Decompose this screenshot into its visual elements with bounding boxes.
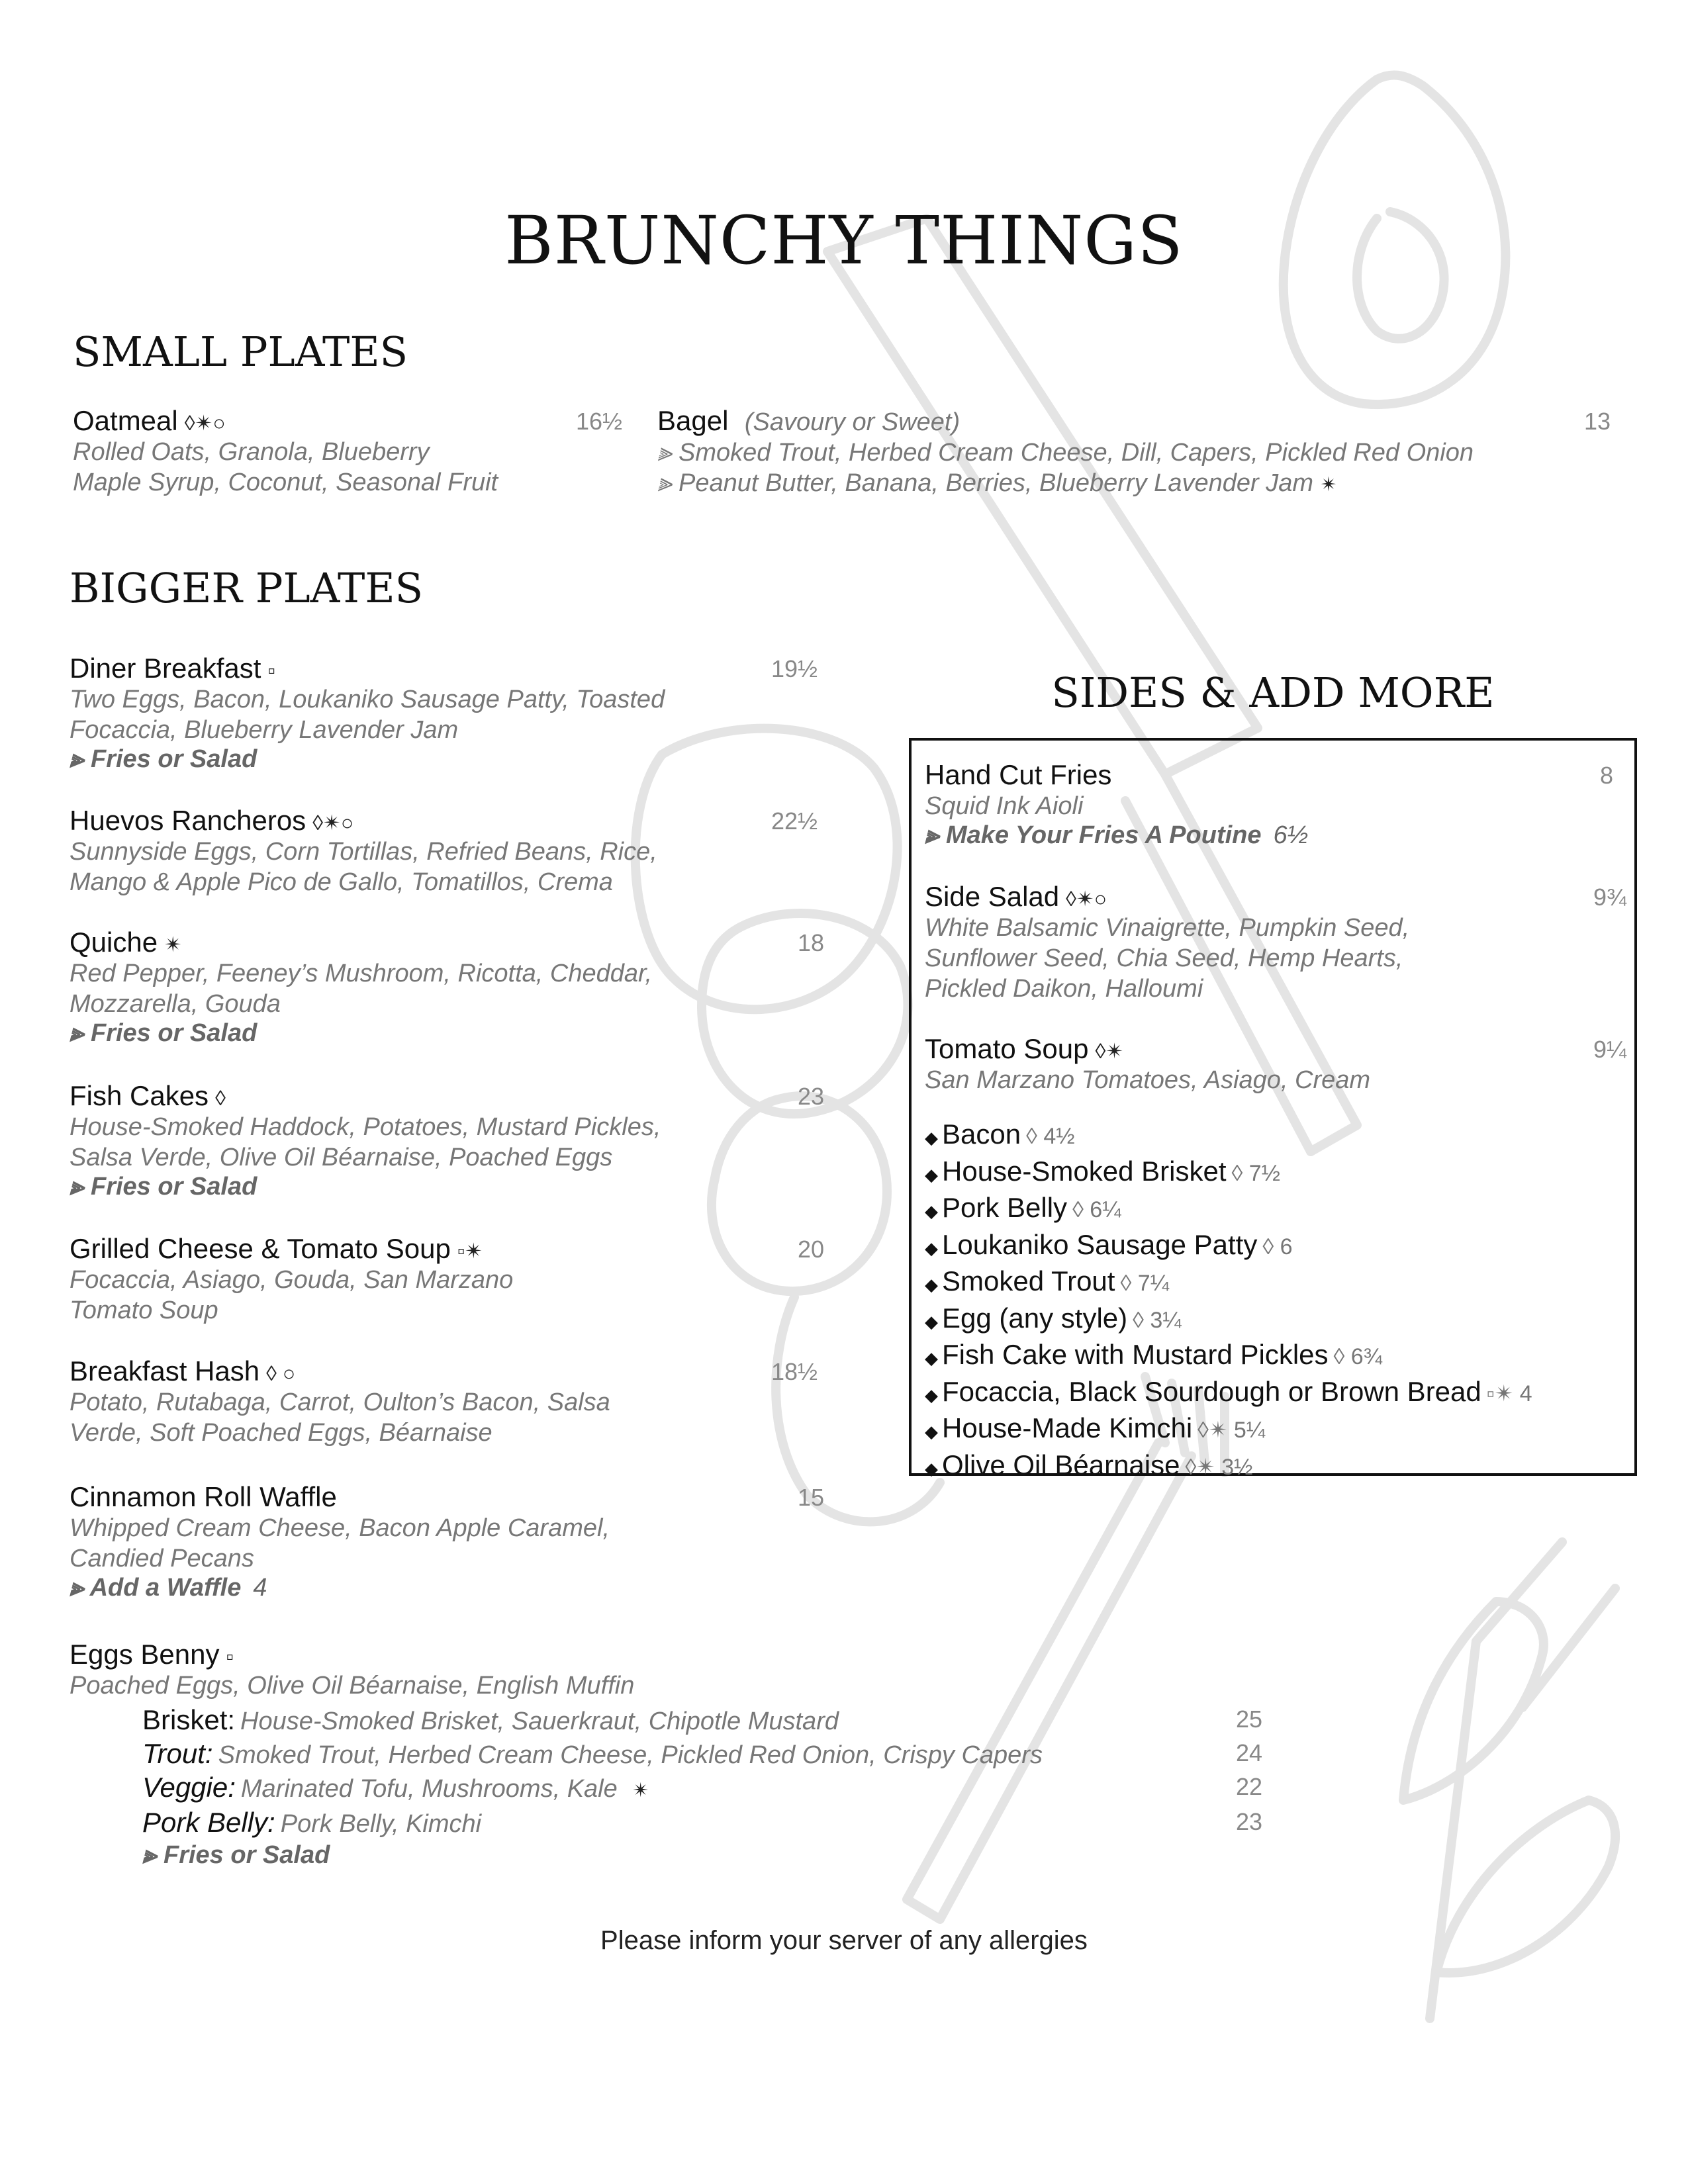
item-choice: ⫸ Add a Waffle bbox=[70, 1574, 242, 1602]
item-description: Poached Eggs, Olive Oil Béarnaise, English Muffin bbox=[70, 1672, 635, 1700]
item-description: Candied Pecans bbox=[70, 1545, 254, 1572]
item-description: San Marzano Tomatoes, Asiago, Cream bbox=[925, 1066, 1371, 1094]
addon-item bbox=[925, 1228, 1532, 1265]
item-price: 18 bbox=[798, 929, 825, 956]
menu-item-quiche bbox=[70, 927, 831, 1048]
menu-item-grilled-cheese bbox=[70, 1233, 831, 1326]
benny-variant-veggie bbox=[142, 1772, 1268, 1803]
item-name: Eggs Benny bbox=[70, 1639, 220, 1670]
item-choice: ⫸ Fries or Salad bbox=[70, 1173, 258, 1201]
addon-price: ▫✴ 4 bbox=[1486, 1381, 1532, 1406]
diamond-bullet-icon: ◆ bbox=[925, 1275, 938, 1295]
addon-name: Loukaniko Sausage Patty bbox=[942, 1228, 1258, 1260]
addon-price: ◊ 4½ bbox=[1026, 1124, 1075, 1149]
addon-item bbox=[925, 1155, 1532, 1192]
item-price: 19½ bbox=[771, 655, 818, 682]
item-name: Tomato Soup bbox=[925, 1033, 1089, 1064]
addon-price: ◊ 6¼ bbox=[1072, 1197, 1121, 1222]
diamond-bullet-icon: ◆ bbox=[925, 1128, 938, 1148]
item-name: Fish Cakes bbox=[70, 1080, 209, 1111]
section-heading-sides: SIDES & ADD MORE bbox=[1051, 668, 1495, 717]
addon-price: ◊ 3¼ bbox=[1133, 1307, 1182, 1333]
addon-item bbox=[925, 1118, 1532, 1155]
item-price: 16½ bbox=[576, 408, 623, 435]
variant-price: 22 bbox=[1236, 1773, 1263, 1800]
dietary-symbols: ◊✴○ bbox=[1066, 887, 1107, 911]
item-price: 20 bbox=[798, 1236, 825, 1263]
dietary-symbols: ✴ bbox=[632, 1780, 649, 1801]
menu-item-huevos-rancheros bbox=[70, 805, 831, 897]
variant-description: House-Smoked Brisket, Sauerkraut, Chipotle Mustard bbox=[240, 1707, 839, 1735]
variant-price: 24 bbox=[1236, 1739, 1263, 1766]
menu-item-eggs-benny bbox=[70, 1639, 864, 1701]
item-name: Breakfast Hash bbox=[70, 1355, 260, 1387]
addon-item bbox=[925, 1449, 1532, 1486]
item-name: Side Salad bbox=[925, 881, 1060, 912]
diamond-bullet-icon: ◆ bbox=[925, 1311, 938, 1332]
item-choice: ⫸ Fries or Salad bbox=[70, 745, 258, 773]
dietary-symbols: ◊✴○ bbox=[312, 811, 354, 835]
diamond-bullet-icon: ◆ bbox=[925, 1201, 938, 1221]
addon-price: ◊✴ 5¼ bbox=[1197, 1418, 1266, 1443]
addon-item bbox=[925, 1265, 1532, 1302]
diamond-bullet-icon: ◆ bbox=[925, 1348, 938, 1368]
addon-name: Smoked Trout bbox=[942, 1265, 1115, 1297]
addon-price: ◊ 7½ bbox=[1231, 1160, 1281, 1186]
addon-price: ◊ 6¾ bbox=[1333, 1344, 1383, 1369]
item-description: Two Eggs, Bacon, Loukaniko Sausage Patty, Toasted bbox=[70, 686, 665, 713]
side-item-side-salad bbox=[925, 881, 1626, 1004]
dietary-symbols: ◊ bbox=[215, 1086, 226, 1110]
item-description: Pickled Daikon, Halloumi bbox=[925, 975, 1203, 1003]
addon-item bbox=[925, 1412, 1532, 1449]
item-description: Sunnyside Eggs, Corn Tortillas, Refried Beans, Rice, bbox=[70, 838, 657, 866]
addon-price: ◊ 7¼ bbox=[1120, 1271, 1169, 1296]
benny-variant-pork-belly bbox=[142, 1807, 1268, 1839]
benny-variant-trout bbox=[142, 1738, 1268, 1770]
item-price: 9¼ bbox=[1593, 1036, 1626, 1063]
addon-name: Focaccia, Black Sourdough or Brown Bread bbox=[942, 1375, 1481, 1407]
addon-item bbox=[925, 1191, 1532, 1228]
item-price: 22½ bbox=[771, 807, 818, 835]
diamond-bullet-icon: ◆ bbox=[925, 1385, 938, 1405]
dietary-symbols: ◊✴○ bbox=[184, 411, 226, 435]
item-description: White Balsamic Vinaigrette, Pumpkin Seed, bbox=[925, 914, 1410, 942]
section-heading-bigger-plates: BIGGER PLATES bbox=[70, 564, 424, 612]
addon-price: ◊ 6 bbox=[1262, 1234, 1293, 1259]
menu-item-breakfast-hash bbox=[70, 1355, 831, 1448]
item-price: 8 bbox=[1599, 762, 1613, 789]
item-option: ⫸ Peanut Butter, Banana, Berries, Blueberry Lavender Jam bbox=[657, 469, 1313, 497]
item-price: 13 bbox=[1584, 408, 1611, 435]
menu-item-bagel bbox=[657, 405, 1611, 500]
variant-label: Veggie: bbox=[142, 1772, 236, 1803]
item-description: Mango & Apple Pico de Gallo, Tomatillos, Crema bbox=[70, 868, 613, 896]
item-description: Focaccia, Blueberry Lavender Jam bbox=[70, 716, 459, 744]
addon-name: Bacon bbox=[942, 1118, 1021, 1150]
addon-item bbox=[925, 1338, 1532, 1375]
menu-item-diner-breakfast bbox=[70, 653, 831, 774]
item-name: Diner Breakfast bbox=[70, 653, 261, 684]
addon-price: ◊✴ 3½ bbox=[1185, 1454, 1253, 1480]
addon-item bbox=[925, 1375, 1532, 1412]
item-name: Cinnamon Roll Waffle bbox=[70, 1481, 337, 1512]
dietary-symbols: ▫ bbox=[267, 659, 275, 682]
item-price: 15 bbox=[798, 1484, 825, 1511]
dietary-symbols: ✴ bbox=[1320, 474, 1337, 496]
item-description: Sunflower Seed, Chia Seed, Hemp Hearts, bbox=[925, 944, 1403, 972]
menu-item-fish-cakes bbox=[70, 1080, 831, 1201]
variant-label: Brisket: bbox=[142, 1704, 236, 1735]
item-description: Squid Ink Aioli bbox=[925, 792, 1084, 820]
item-description: Red Pepper, Feeney’s Mushroom, Ricotta, Cheddar, bbox=[70, 960, 653, 987]
addon-list bbox=[925, 1118, 1532, 1485]
variant-description: Marinated Tofu, Mushrooms, Kale bbox=[240, 1775, 618, 1803]
addon-name: Pork Belly bbox=[942, 1192, 1068, 1223]
item-description: Potato, Rutabaga, Carrot, Oulton’s Bacon, Salsa bbox=[70, 1388, 610, 1416]
addon-item bbox=[925, 1302, 1532, 1339]
addon-name: House-Smoked Brisket bbox=[942, 1155, 1227, 1187]
page-title: BRUNCHY THINGS bbox=[504, 202, 1184, 279]
side-item-tomato-soup bbox=[925, 1033, 1626, 1095]
side-item-hand-cut-fries bbox=[925, 759, 1613, 850]
item-name: Quiche bbox=[70, 927, 158, 958]
item-description: Tomato Soup bbox=[70, 1297, 218, 1324]
variant-description: Smoked Trout, Herbed Cream Cheese, Pickled Red Onion, Crispy Capers bbox=[218, 1741, 1043, 1769]
item-choice-price: 6½ bbox=[1273, 821, 1309, 849]
section-heading-small-plates: SMALL PLATES bbox=[73, 328, 408, 376]
dietary-symbols: ✴ bbox=[164, 933, 182, 956]
addon-name: Egg (any style) bbox=[942, 1302, 1128, 1334]
benny-choice: ⫸ Fries or Salad bbox=[142, 1841, 330, 1869]
variant-price: 23 bbox=[1236, 1808, 1263, 1835]
variant-label: Pork Belly: bbox=[142, 1807, 275, 1838]
item-choice: ⫸ Make Your Fries A Poutine bbox=[925, 821, 1262, 849]
benny-variant-brisket bbox=[142, 1704, 1268, 1736]
item-description: Focaccia, Asiago, Gouda, San Marzano bbox=[70, 1266, 514, 1294]
item-option: ⫸ Smoked Trout, Herbed Cream Cheese, Dill, Capers, Pickled Red Onion bbox=[657, 439, 1474, 467]
sides-box bbox=[909, 738, 1637, 1480]
menu-item-cinnamon-roll-waffle bbox=[70, 1481, 831, 1602]
item-note: (Savoury or Sweet) bbox=[744, 408, 961, 436]
addon-name: Fish Cake with Mustard Pickles bbox=[942, 1339, 1329, 1370]
item-description: Maple Syrup, Coconut, Seasonal Fruit bbox=[73, 469, 498, 496]
allergy-notice: Please inform your server of any allergies bbox=[600, 1926, 1088, 1955]
item-name: Grilled Cheese & Tomato Soup bbox=[70, 1233, 451, 1264]
item-description: House-Smoked Haddock, Potatoes, Mustard Pickles, bbox=[70, 1113, 661, 1141]
item-name: Hand Cut Fries bbox=[925, 759, 1112, 790]
item-description: Mozzarella, Gouda bbox=[70, 990, 281, 1018]
item-description: Salsa Verde, Olive Oil Béarnaise, Poached Eggs bbox=[70, 1144, 613, 1171]
addon-name: House-Made Kimchi bbox=[942, 1412, 1193, 1443]
item-description: Whipped Cream Cheese, Bacon Apple Caramel, bbox=[70, 1514, 610, 1542]
item-choice-price: 4 bbox=[253, 1574, 267, 1602]
dietary-symbols: ◊ ○ bbox=[266, 1361, 296, 1385]
item-choice: ⫸ Fries or Salad bbox=[70, 1019, 258, 1047]
variant-description: Pork Belly, Kimchi bbox=[280, 1810, 482, 1838]
diamond-bullet-icon: ◆ bbox=[925, 1238, 938, 1258]
item-name: Oatmeal bbox=[73, 405, 178, 436]
item-name: Bagel bbox=[657, 405, 729, 436]
addon-name: Olive Oil Béarnaise bbox=[942, 1449, 1180, 1480]
item-price: 23 bbox=[798, 1083, 825, 1110]
dietary-symbols: ▫✴ bbox=[457, 1239, 483, 1263]
dietary-symbols: ▫ bbox=[226, 1645, 234, 1668]
item-description: Rolled Oats, Granola, Blueberry bbox=[73, 438, 430, 466]
item-price: 18½ bbox=[771, 1358, 818, 1385]
item-price: 9¾ bbox=[1593, 884, 1626, 911]
menu-item-oatmeal bbox=[73, 405, 629, 498]
diamond-bullet-icon: ◆ bbox=[925, 1458, 938, 1479]
variant-price: 25 bbox=[1236, 1706, 1263, 1733]
diamond-bullet-icon: ◆ bbox=[925, 1422, 938, 1441]
diamond-bullet-icon: ◆ bbox=[925, 1164, 938, 1185]
item-name: Huevos Rancheros bbox=[70, 805, 306, 836]
dietary-symbols: ◊✴ bbox=[1095, 1039, 1124, 1063]
variant-label: Trout: bbox=[142, 1738, 213, 1769]
item-description: Verde, Soft Poached Eggs, Béarnaise bbox=[70, 1419, 492, 1447]
